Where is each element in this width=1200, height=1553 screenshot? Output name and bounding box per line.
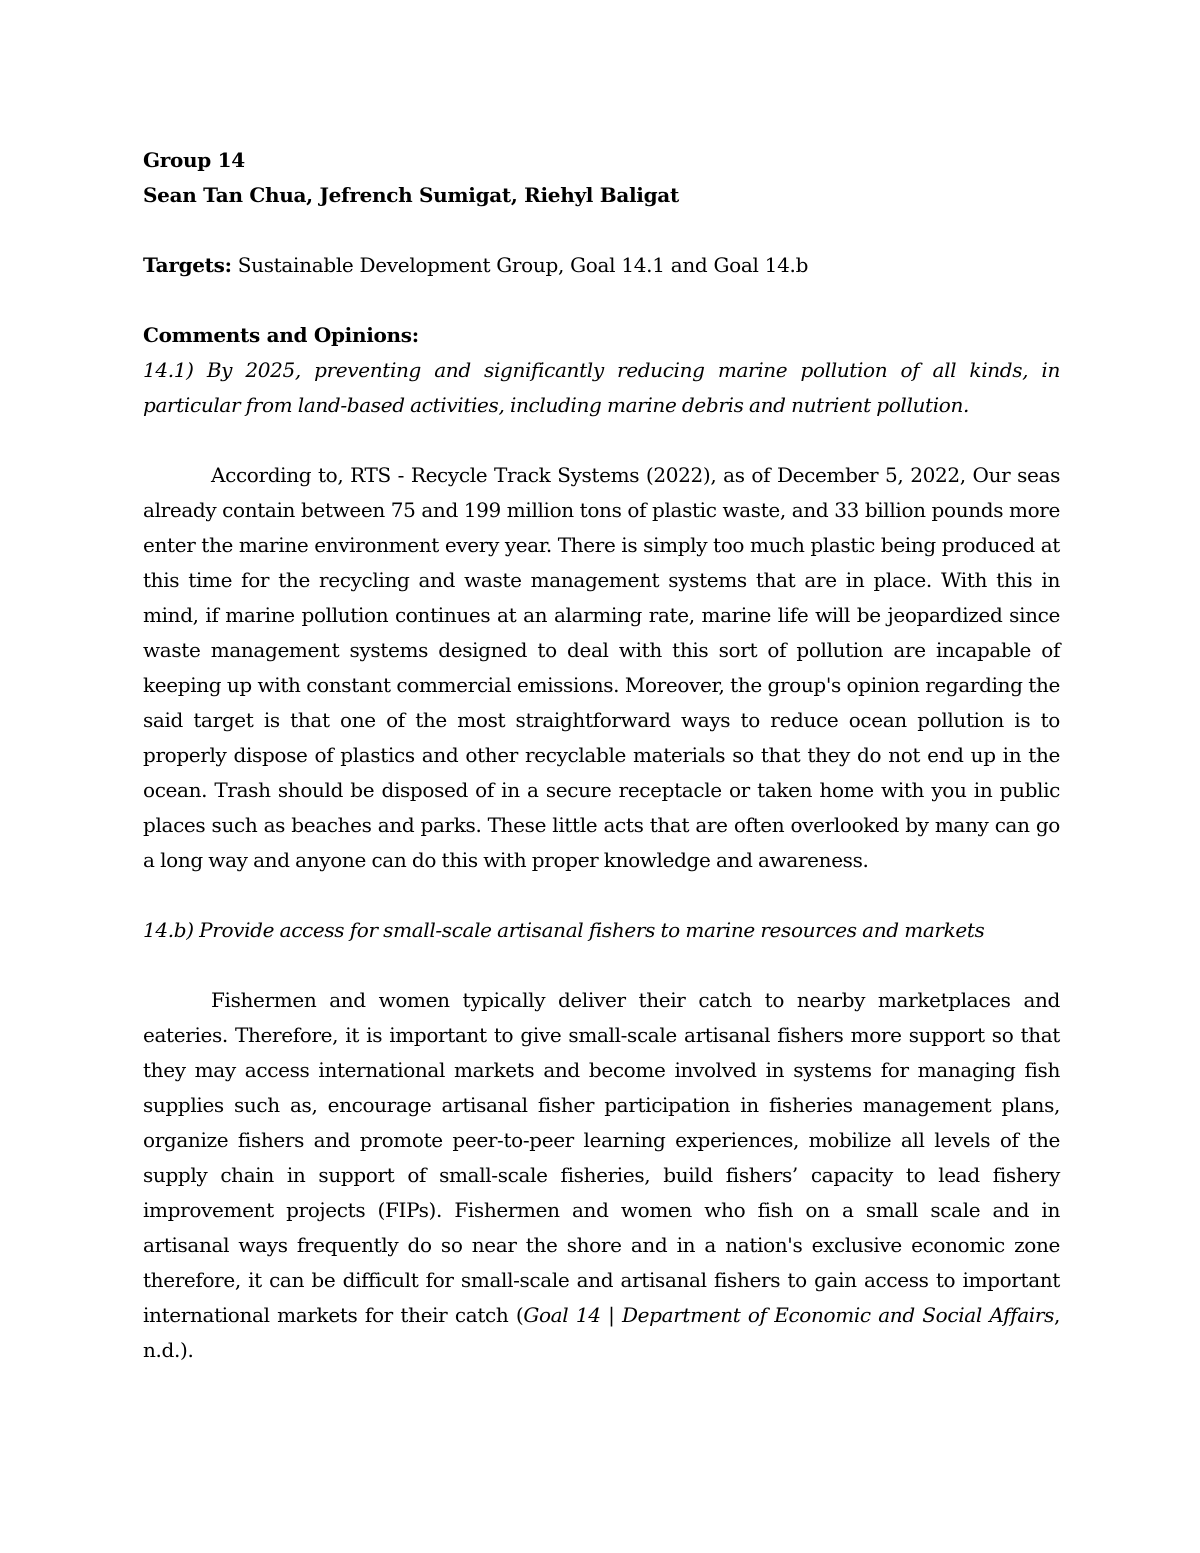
section-14-1-title: 14.1) By 2025, preventing and significantly reducing marine pollution of all kinds, in particular from land-based activities, including marine debris and nutrient pollution. [143, 358, 1060, 417]
spacer [143, 423, 1060, 458]
document-content [143, 143, 1060, 1368]
spacer [143, 283, 1060, 318]
section-14-b-title: 14.b) Provide access for small-scale artisanal fishers to marine resources and markets [143, 918, 985, 942]
citation-tail: , n.d.). [143, 1303, 1060, 1362]
comments-heading: Comments and Opinions: [143, 323, 419, 347]
spacer [143, 878, 1060, 913]
section-14-b-body-text: Fishermen and women typically deliver their catch to nearby marketplaces and eateries. Therefore, it is important to give small-scale artisanal fishers more support so that they may access international markets and become involved in systems for managing fish supplies such as, encourage artisanal fisher participation in fisheries management plans, organize fishers and promote peer-to-peer learning experiences, mobilize all levels of the supply chain in support of small-scale fisheries, build fishers’ capacity to lead fishery improvement projects (FIPs). Fishermen and women who fish on a small scale and in artisanal ways frequently do so near the shore and in a nation's exclusive economic zone therefore, it can be difficult for small-scale and artisanal fishers to gain access to important international markets for their catch ( [143, 988, 1060, 1327]
targets-label: Targets: [143, 253, 232, 277]
spacer [143, 948, 1060, 983]
section-14-1-body-text: According to, RTS - Recycle Track Systems (2022), as of December 5, 2022, Our seas already contain between 75 and 199 million tons of plastic waste, and 33 billion pounds more enter the marine environment every year. There is simply too much plastic being produced at this time for the recycling and waste management systems that are in place. With this in mind, if marine pollution continues at an alarming rate, marine life will be jeopardized since waste management systems designed to deal with this sort of pollution are incapable of keeping up with constant commercial emissions. Moreover, the group's opinion regarding the said target is that one of the most straightforward ways to reduce ocean pollution is to properly dispose of plastics and other recyclable materials so that they do not end up in the ocean. Trash should be disposed of in a secure receptacle or taken home with you in public places such as beaches and parks. These little acts that are often overlooked by many can go a long way and anyone can do this with proper knowledge and awareness. [143, 463, 1060, 872]
citation-title: Goal 14 | Department of Economic and Social Affairs [523, 1303, 1054, 1327]
group-title: Group 14 [143, 148, 245, 172]
spacer [143, 213, 1060, 248]
section-14-1-body [143, 458, 1060, 878]
group-members: Sean Tan Chua, Jefrench Sumigat, Riehyl Baligat [143, 183, 679, 207]
targets-text: Sustainable Development Group, Goal 14.1 and Goal 14.b [237, 253, 809, 277]
targets-line [143, 248, 1060, 283]
section-14-b-body [143, 983, 1060, 1368]
